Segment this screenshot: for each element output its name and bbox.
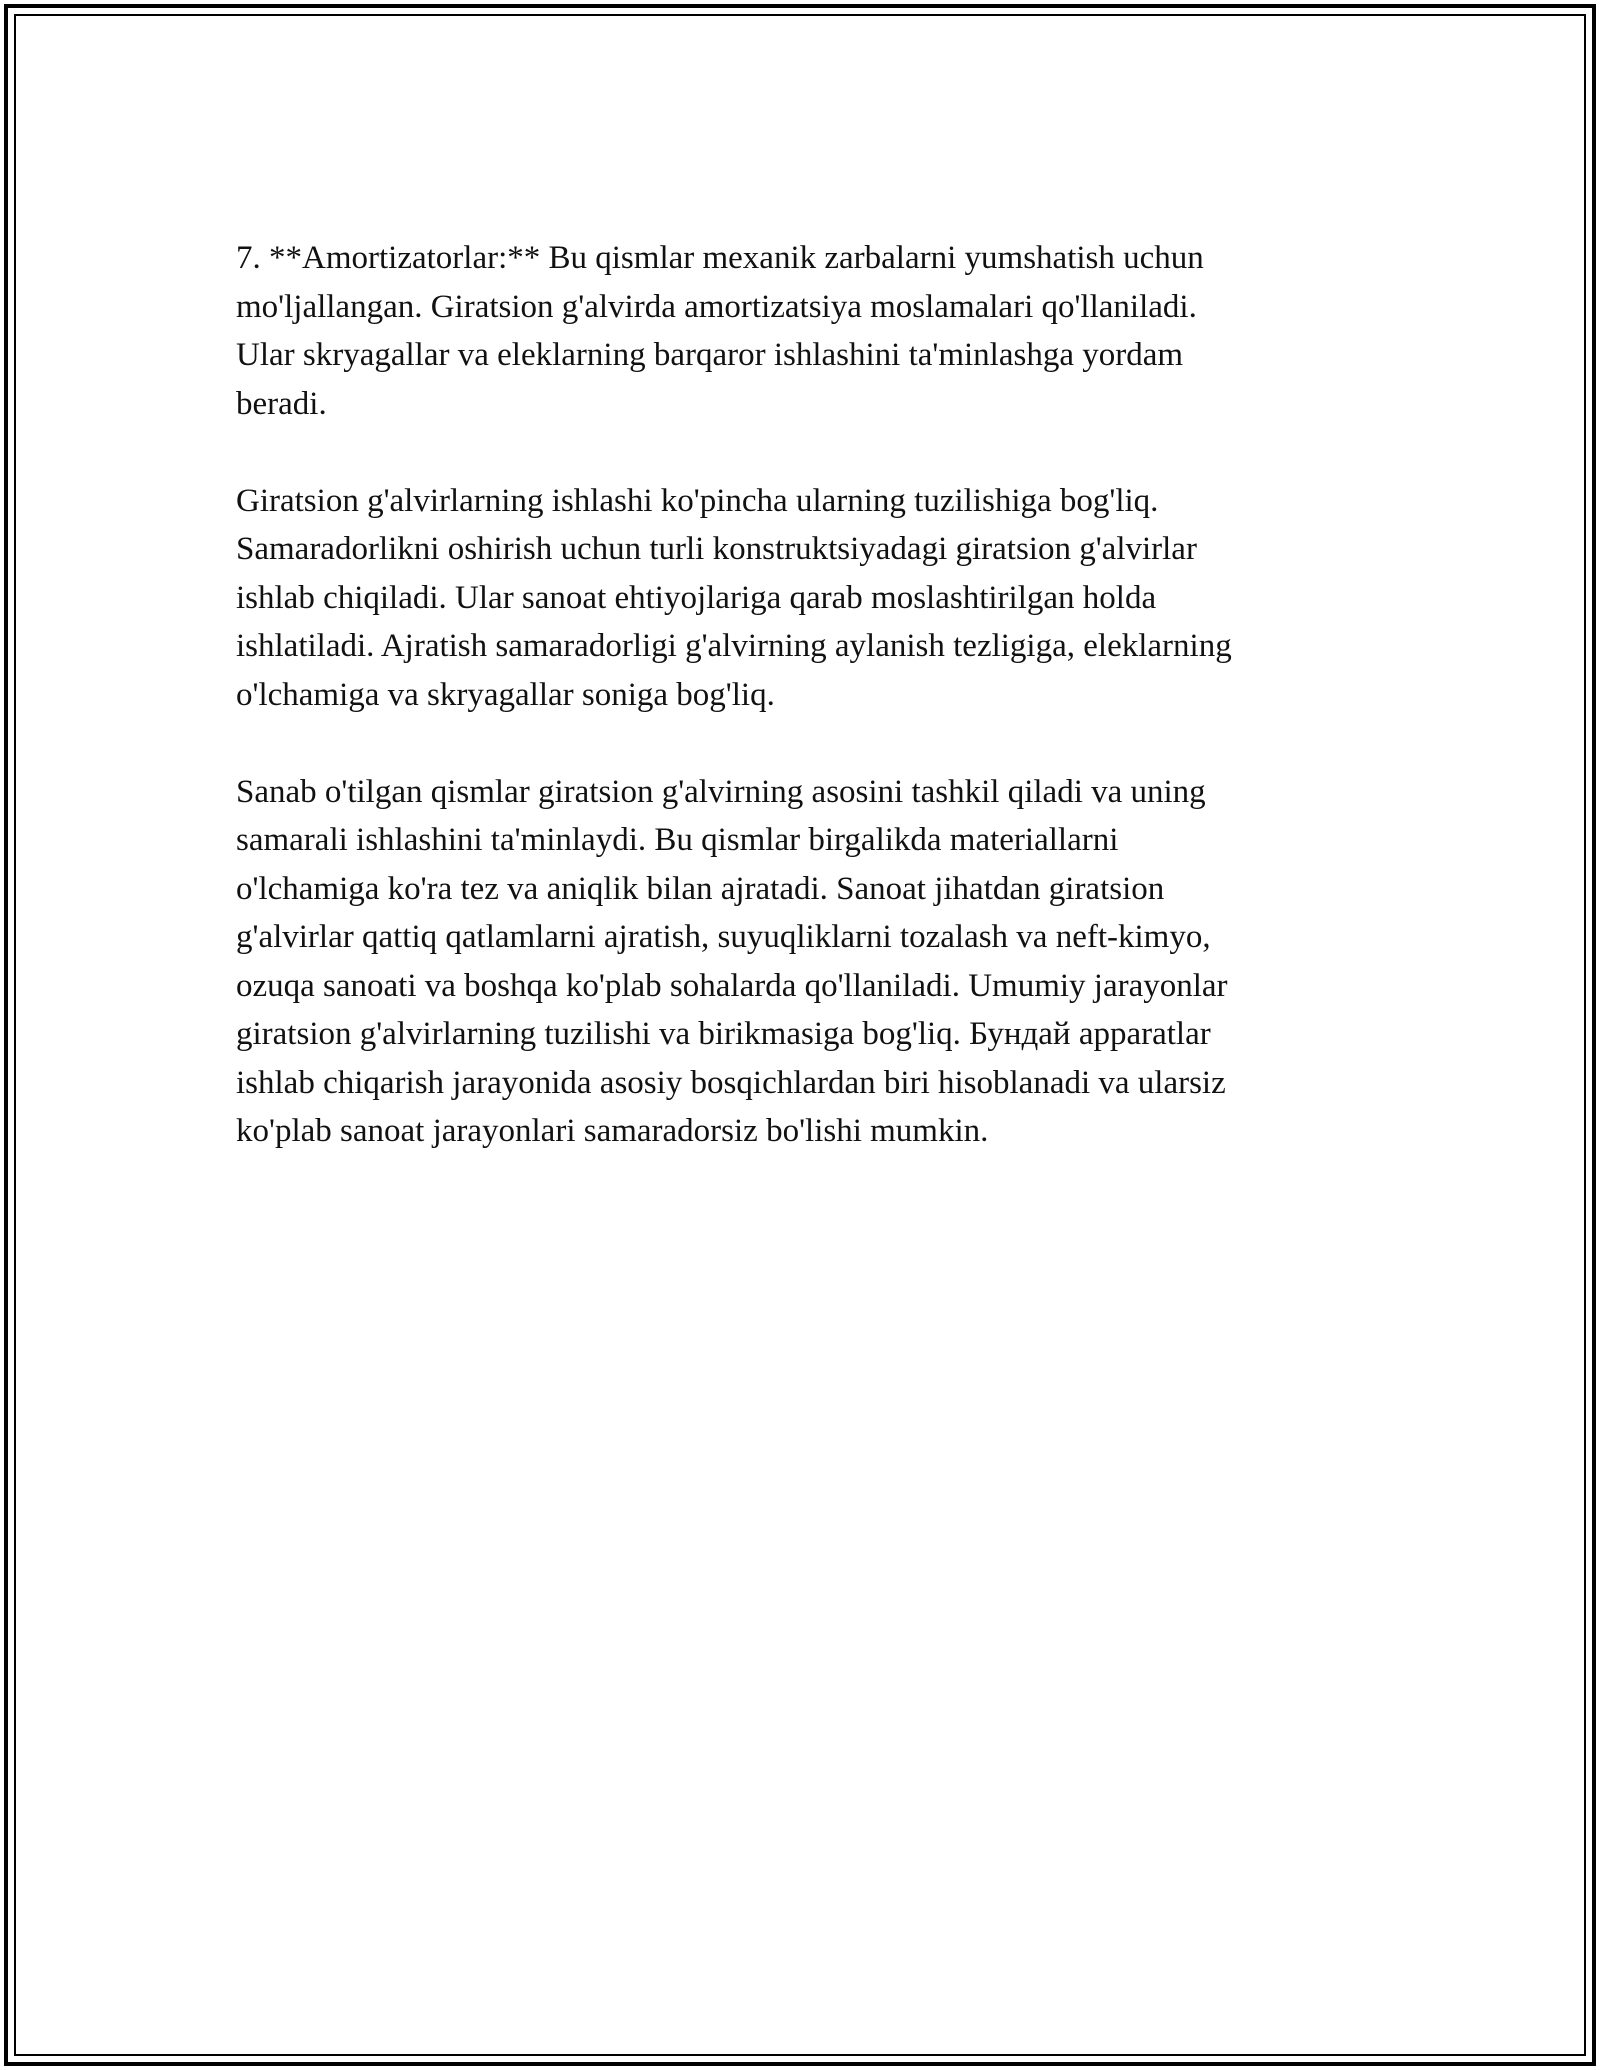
paragraph-line: 7. **Amortizatorlar:** Bu qismlar mexanik zarbalarni yumshatish uchun xyxy=(236,240,1204,276)
paragraph-line: ishlab chiqarish jarayonida asosiy bosqichlardan biri hisoblanadi va ularsiz xyxy=(236,1064,1226,1101)
paragraph-line: ishlatiladi. Ajratish samaradorligi g'alvirning aylanish tezligiga, eleklarning xyxy=(236,628,1232,664)
paragraph-line: g'alvirlar qattiq qatlamlarni ajratish, suyuqliklarni tozalash va neft-kimyo, xyxy=(236,919,1211,955)
paragraph-amortizatorlar xyxy=(236,234,1366,428)
paragraph-line: ishlab chiqiladi. Ular sanoat ehtiyojlariga qarab moslashtirilgan holda xyxy=(236,579,1157,616)
paragraph-line: Ular skryagallar va eleklarning barqaror ishlashini ta'minlashga yordam xyxy=(236,337,1184,373)
paragraph-line: mo'ljallangan. Giratsion g'alvirda amortizatsiya moslamalari qo'llaniladi. xyxy=(236,288,1197,325)
paragraph-line: beradi. xyxy=(236,385,327,422)
paragraph-line: Sanab o'tilgan qismlar giratsion g'alvirning asosini tashkil qiladi va uning xyxy=(236,773,1206,810)
document-body xyxy=(236,234,1366,1204)
paragraph-line: ozuqa sanoati va boshqa ko'plab sohalarda qo'llaniladi. Umumiy jarayonlar xyxy=(236,967,1228,1004)
paragraph-line: Giratsion g'alvirlarning ishlashi ko'pincha ularning tuzilishiga bog'liq. xyxy=(236,482,1159,519)
paragraph-line: samarali ishlashini ta'minlaydi. Bu qismlar birgalikda materiallarni xyxy=(236,822,1119,858)
paragraph-line: o'lchamiga ko'ra tez va aniqlik bilan ajratadi. Sanoat jihatdan giratsion xyxy=(236,870,1165,907)
paragraph-line: ko'plab sanoat jarayonlari samaradorsiz bo'lishi mumkin. xyxy=(236,1113,989,1149)
paragraph-ishlashi xyxy=(236,477,1366,720)
paragraph-xulosa xyxy=(236,768,1366,1156)
paragraph-line: o'lchamiga va skryagallar soniga bog'liq. xyxy=(236,676,775,713)
paragraph-line: Samaradorlikni oshirish uchun turli konstruktsiyadagi giratsion g'alvirlar xyxy=(236,531,1197,567)
paragraph-line: giratsion g'alvirlarning tuzilishi va birikmasiga bog'liq. Бундай apparatlar xyxy=(236,1016,1211,1052)
